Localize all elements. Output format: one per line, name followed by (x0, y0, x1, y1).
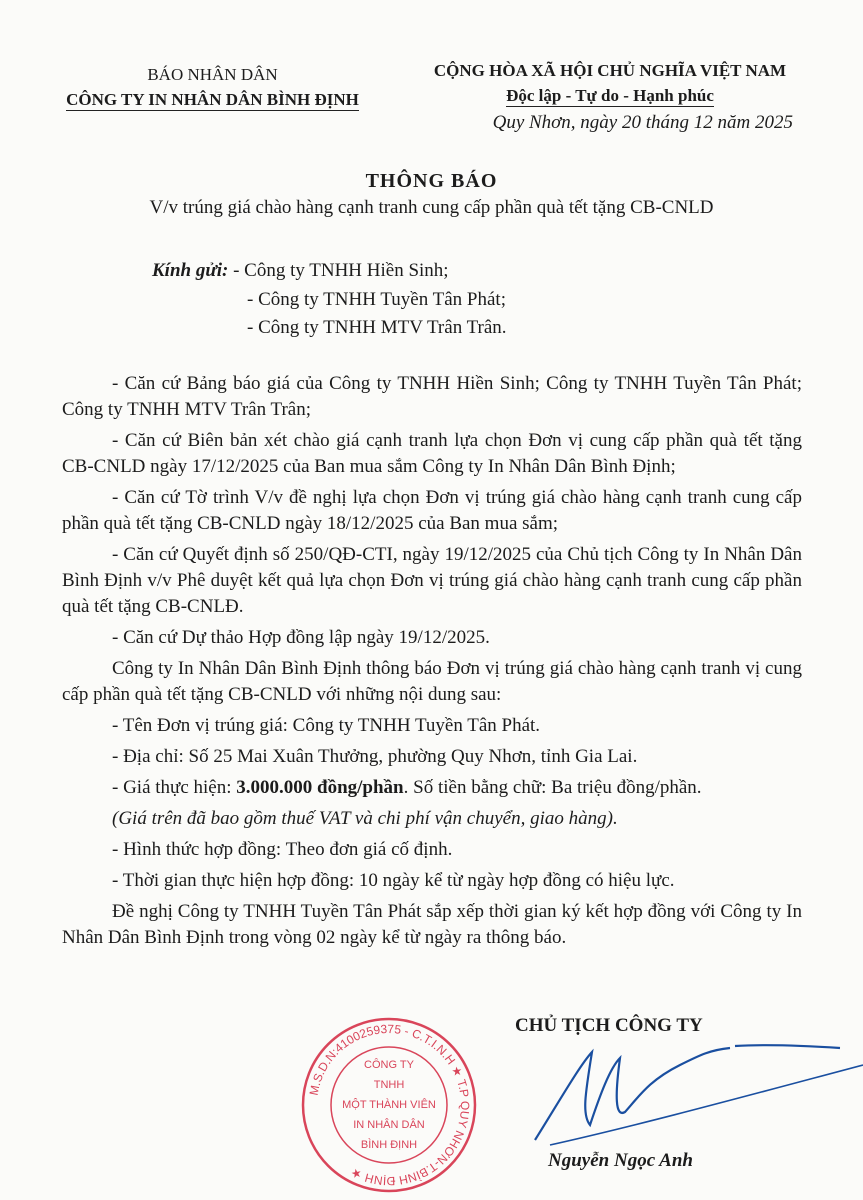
price-label: - Giá thực hiện: (112, 777, 237, 798)
company-seal-stamp (300, 1016, 478, 1194)
winner-address: - Địa chỉ: Số 25 Mai Xuân Thưởng, phường Quy Nhơn, tỉnh Gia Lai. (112, 746, 638, 767)
recipient: - Công ty TNHH Hiền Sinh; (233, 260, 449, 281)
price-value: 3.000.000 đồng/phần (236, 777, 404, 798)
paragraph-announcement: Công ty In Nhân Dân Bình Định thông báo Đơn vị trúng giá chào hàng cạnh tranh vị cung cấp phần quà tết tặng CB-CNLD với những nội dung sau: (62, 658, 802, 705)
document-date: Quy Nhơn, ngày 20 tháng 12 năm 2025 (492, 112, 793, 133)
winner-name: - Tên Đơn vị trúng giá: Công ty TNHH Tuyền Tân Phát. (112, 715, 541, 736)
document-title: THÔNG BÁO (365, 170, 498, 192)
price-in-words: . Số tiền bằng chữ: Ba triệu đồng/phần. (403, 777, 702, 798)
svg-text:M.S.D.N:4100259375 - C.T.I.N.H: M.S.D.N:4100259375 - C.T.I.N.H ★ T.P QUY NHƠN-T.BÌNH ĐỊNH ★ (306, 1021, 473, 1189)
paragraph-request: Đề nghị Công ty TNHH Tuyền Tân Phát sắp xếp thời gian ký kết hợp đồng với Công ty In Nhân Dân Bình Định trong vòng 02 ngày kể từ ngày ra thông báo. (62, 901, 802, 948)
issuer-header (40, 62, 385, 112)
contract-duration: - Thời gian thực hiện hợp đồng: 10 ngày kể từ ngày hợp đồng có hiệu lực. (112, 870, 675, 891)
handwritten-signature (520, 1040, 863, 1150)
contract-type: - Hình thức hợp đồng: Theo đơn giá cố định. (112, 839, 453, 860)
signatory-name: Nguyễn Ngọc Anh (548, 1150, 693, 1171)
svg-text:TNHH: TNHH (373, 1079, 405, 1091)
paragraph-basis-3: - Căn cứ Tờ trình V/v đề nghị lựa chọn Đơn vị trúng giá chào hàng cạnh tranh cung cấp phần quà tết tặng CB-CNLD ngày 18/12/2025 của Ban mua sắm; (62, 487, 802, 534)
issuer-parent: BÁO NHÂN DÂN (147, 65, 278, 84)
svg-text:IN NHÂN DÂN: IN NHÂN DÂN (353, 1119, 425, 1131)
issuer-name: CÔNG TY IN NHÂN DÂN BÌNH ĐỊNH (66, 90, 359, 109)
svg-text:BÌNH ĐỊNH: BÌNH ĐỊNH (360, 1139, 418, 1151)
signatory-title: CHỦ TỊCH CÔNG TY (515, 1015, 703, 1036)
svg-text:CÔNG TY: CÔNG TY (364, 1059, 414, 1071)
national-motto: Độc lập - Tự do - Hạnh phúc (506, 86, 714, 105)
recipients-label: Kính gửi: (152, 260, 229, 281)
document-body (62, 371, 802, 956)
recipient: - Công ty TNHH MTV Trân Trân. (247, 317, 507, 338)
paragraph-basis-2: - Căn cứ Biên bản xét chào giá cạnh tranh lựa chọn Đơn vị cung cấp phần quà tết tặng CB-CNLD ngày 17/12/2025 của Ban mua sắm Công ty In Nhân Dân Bình Định; (62, 430, 802, 477)
paragraph-basis-1: - Căn cứ Bảng báo giá của Công ty TNHH Hiền Sinh; Công ty TNHH Tuyền Tân Phát; Công ty TNHH MTV Trân Trân; (62, 373, 802, 420)
recipients (152, 257, 507, 343)
national-title: CỘNG HÒA XÃ HỘI CHỦ NGHĨA VIỆT NAM (433, 61, 787, 80)
paragraph-basis-5: - Căn cứ Dự thảo Hợp đồng lập ngày 19/12/2025. (112, 627, 490, 648)
document-subject: V/v trúng giá chào hàng cạnh tranh cung cấp phần quà tết tặng CB-CNLD (149, 197, 714, 218)
price-line (62, 775, 802, 801)
price-note: (Giá trên đã bao gồm thuế VAT và chi phí vận chuyển, giao hàng). (112, 808, 618, 829)
recipient: - Công ty TNHH Tuyền Tân Phát; (247, 288, 506, 310)
national-header (395, 58, 825, 108)
paragraph-basis-4: - Căn cứ Quyết định số 250/QĐ-CTI, ngày 19/12/2025 của Chủ tịch Công ty In Nhân Dân Bình Định v/v Phê duyệt kết quả lựa chọn Đơn vị trúng giá chào hàng cạnh tranh cung cấp phần quà tết tặng CB-CNLĐ. (62, 544, 802, 617)
svg-text:MỘT THÀNH VIÊN: MỘT THÀNH VIÊN (342, 1099, 436, 1111)
